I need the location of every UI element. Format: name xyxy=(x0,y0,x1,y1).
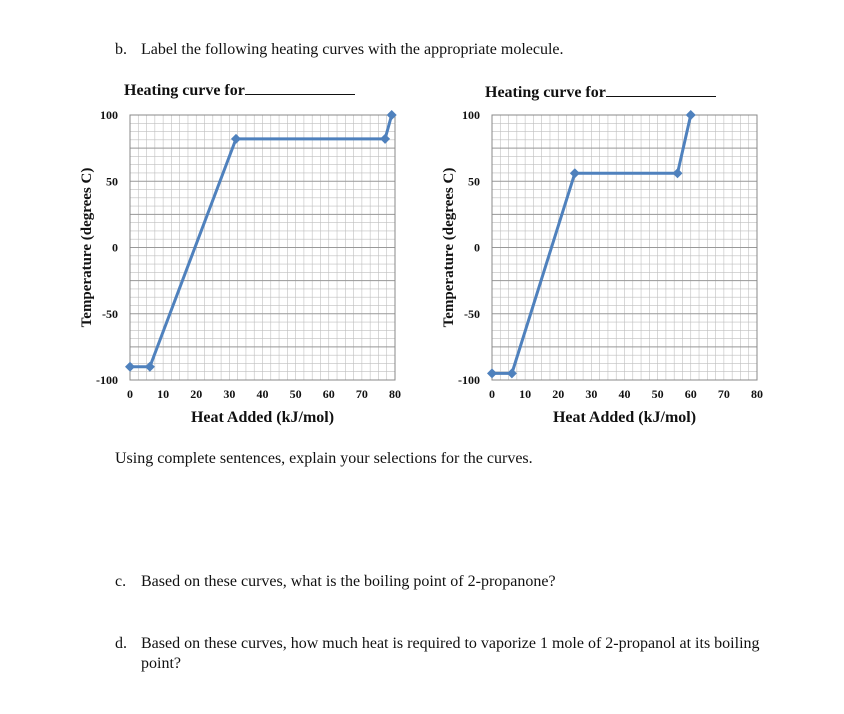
data-point-marker xyxy=(487,368,497,378)
x-axis-label: Heat Added (kJ/mol) xyxy=(552,409,697,426)
data-point-marker xyxy=(686,110,696,120)
chart-1-title xyxy=(124,82,355,100)
y-axis-label: Temperature (degrees C) xyxy=(79,167,95,328)
y-tick-label: 100 xyxy=(100,108,118,122)
y-tick-label: 0 xyxy=(474,240,480,255)
chart-1-title-blank[interactable] xyxy=(245,82,355,95)
series-line xyxy=(130,115,392,367)
x-tick-label: 20 xyxy=(552,387,565,401)
data-point-marker xyxy=(570,168,580,178)
x-tick-label: 40 xyxy=(618,387,631,401)
x-tick-label: 80 xyxy=(751,387,763,401)
explain-prompt: Using complete sentences, explain your selections for the curves. xyxy=(115,450,533,467)
heating-curve-chart-1 xyxy=(70,100,430,440)
x-axis-label: Heat Added (kJ/mol) xyxy=(190,409,335,426)
x-tick-label: 10 xyxy=(157,387,170,401)
question-c xyxy=(115,572,556,592)
y-tick-label: -100 xyxy=(458,373,480,387)
y-tick-label: 50 xyxy=(468,174,480,189)
question-c-text: Based on these curves, what is the boiling point of 2-propanone? xyxy=(141,573,556,590)
y-tick-label: 100 xyxy=(462,108,480,122)
x-tick-label: 50 xyxy=(651,387,664,401)
question-b-label: b. xyxy=(115,41,127,58)
question-d-label: d. xyxy=(115,635,127,652)
x-tick-label: 70 xyxy=(717,387,730,401)
y-tick-label: -100 xyxy=(96,373,118,387)
x-tick-label: 20 xyxy=(190,387,203,401)
x-tick-label: 30 xyxy=(223,387,236,401)
x-tick-label: 30 xyxy=(585,387,598,401)
x-tick-label: 60 xyxy=(684,387,697,401)
data-point-marker xyxy=(380,134,390,144)
chart-2-title-blank[interactable] xyxy=(606,84,716,97)
x-tick-label: 40 xyxy=(256,387,269,401)
x-tick-label: 60 xyxy=(322,387,335,401)
x-tick-label: 10 xyxy=(519,387,532,401)
y-tick-label: -50 xyxy=(464,306,480,321)
question-d-text: Based on these curves, how much heat is required to vaporize 1 mole of 2-propanol at its boiling point? xyxy=(141,635,760,672)
question-b-text: Label the following heating curves with the appropriate molecule. xyxy=(141,41,564,58)
chart-2-title-text: Heating curve for xyxy=(485,84,606,101)
chart-1-title-text: Heating curve for xyxy=(124,82,245,99)
question-b xyxy=(115,40,564,60)
y-axis-label: Temperature (degrees C) xyxy=(441,167,457,328)
heating-curve-chart-2 xyxy=(432,100,792,440)
question-c-label: c. xyxy=(115,573,127,590)
x-tick-label: 80 xyxy=(389,387,401,401)
x-tick-label: 0 xyxy=(489,387,495,401)
y-tick-label: -50 xyxy=(102,306,118,321)
y-tick-label: 0 xyxy=(112,240,118,255)
x-tick-label: 70 xyxy=(355,387,368,401)
x-tick-label: 50 xyxy=(289,387,302,401)
question-d xyxy=(115,634,775,674)
data-point-marker xyxy=(231,134,241,144)
y-tick-label: 50 xyxy=(106,174,118,189)
x-tick-label: 0 xyxy=(127,387,133,401)
